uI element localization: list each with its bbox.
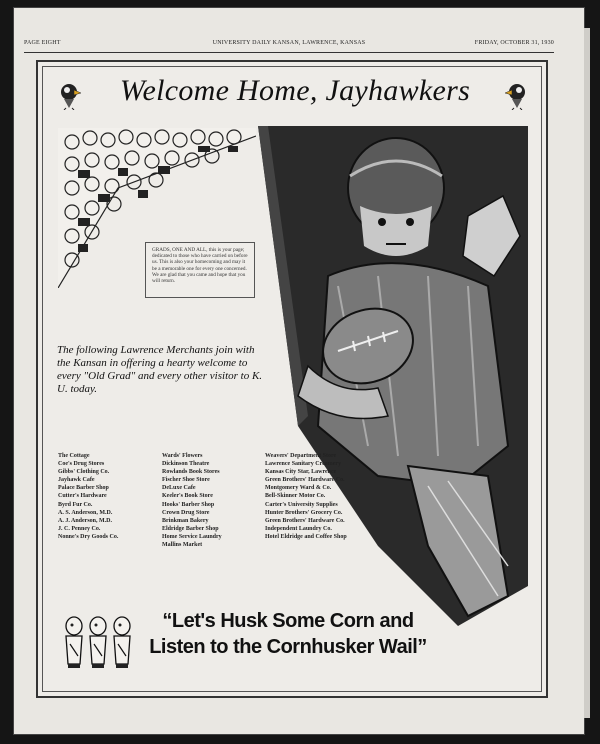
jayhawk-icon — [504, 80, 530, 110]
merchant-name: Keeler's Book Store — [162, 493, 213, 500]
slogan-line-2: Listen to the Cornhusker Wail” — [149, 636, 427, 658]
merchant-name: Kansas City Star, Lawrence — [265, 469, 337, 476]
merchant-name: Gibbs' Clothing Co. — [58, 469, 110, 476]
merchant-name: Brinkman Bakery — [162, 517, 209, 524]
merchant-name: A. J. Anderson, M.D. — [58, 517, 113, 524]
merchant-name: Hunter Brothers' Grocery Co. — [265, 509, 343, 516]
page-number: PAGE EIGHT — [24, 40, 61, 46]
merchant-name: Coe's Drug Stores — [58, 461, 105, 468]
slogan-line-1: “Let's Husk Some Corn and — [162, 610, 414, 632]
merchant-name: Jayhawk Cafe — [58, 477, 95, 484]
merchant-name: Weavers' Department Store — [265, 453, 337, 459]
page-title: Welcome Home, Jayhawkers — [119, 74, 471, 107]
merchant-name: Palace Barber Shop — [58, 485, 109, 492]
merchant-name: Green Brothers' Hardware Co. — [265, 477, 345, 484]
merchant-name: Eldridge Barber Shop — [162, 525, 219, 532]
merchant-name: Lawrence Sanitary Creamery — [265, 461, 342, 468]
merchant-name: Fischer Shoe Store — [162, 477, 210, 484]
paper-name: UNIVERSITY DAILY KANSAN, LAWRENCE, KANSAS — [212, 40, 366, 46]
merchant-name: Carter's University Supplies — [265, 501, 338, 508]
jayhawk-icon — [56, 80, 82, 110]
merchant-name: Rowlands Book Stores — [162, 469, 220, 476]
merchant-name: Montgomery Ward & Co. — [265, 485, 332, 492]
merchant-name: Independent Laundry Co. — [265, 525, 332, 532]
merchant-name: Mallins Market — [162, 542, 203, 549]
header-rule — [24, 52, 554, 53]
merchant-name: Home Service Laundry — [162, 533, 222, 540]
merchant-list-column-2 — [162, 452, 222, 549]
merchant-name: The Cottage — [58, 453, 90, 459]
merchant-name: Crown Drug Store — [162, 509, 210, 516]
merchant-name: Hotel Eldridge and Coffee Shop — [265, 533, 347, 540]
merchant-name: Byrd Fur Co. — [58, 501, 93, 508]
dedication-note: GRADS, ONE AND ALL, this is your page; dedicated to those who have carried on before us. This is also your homecoming and may it be a memorable one for every one concerned. We are glad that you came and hope that you will return. — [145, 242, 255, 298]
page-header — [24, 40, 554, 52]
merchant-list-column-3 — [265, 452, 347, 541]
merchant-name: DeLuxe Cafe — [162, 485, 196, 492]
merchant-name: Cutter's Hardware — [58, 493, 107, 500]
merchant-name: J. C. Penney Co. — [58, 525, 101, 532]
merchant-name: Dickinson Theatre — [162, 461, 210, 468]
football-player-illustration — [258, 126, 528, 626]
merchant-name: Hooks' Barber Shop — [162, 501, 215, 508]
merchant-name: A. S. Anderson, M.D. — [58, 509, 113, 516]
intro-paragraph: The following Lawrence Merchants join with the Kansan in offering a hearty welcome to every "Old Grad" and every other visitor to K. U. today. — [57, 344, 263, 395]
merchant-name: Nonne's Dry Goods Co. — [58, 533, 119, 540]
merchant-name: Wards' Flowers — [162, 453, 203, 459]
cornhusker-icon — [60, 614, 140, 672]
merchant-list-column-1 — [58, 452, 118, 541]
slogan — [138, 608, 438, 660]
issue-date: FRIDAY, OCTOBER 31, 1930 — [474, 40, 554, 46]
merchant-name: Green Brothers' Hardware Co. — [265, 517, 345, 524]
merchant-name: Bell-Skinner Motor Co. — [265, 493, 326, 500]
